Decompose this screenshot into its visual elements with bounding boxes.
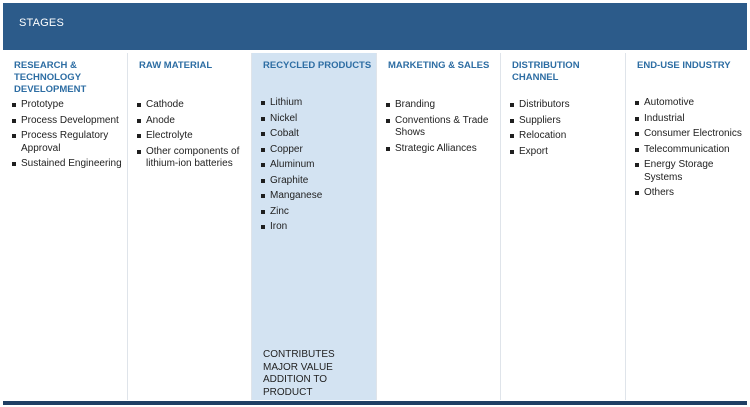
list-item: Strategic Alliances — [386, 143, 496, 156]
list-item: Electrolyte — [137, 130, 247, 143]
list-item: Process Regulatory Approval — [12, 130, 123, 155]
list-item: Consumer Electronics — [635, 128, 743, 141]
column-list — [510, 99, 621, 161]
column-list — [12, 99, 123, 174]
list-item: Branding — [386, 99, 496, 112]
list-item: Automotive — [635, 97, 743, 110]
stages-header — [3, 3, 747, 50]
list-item: Energy Storage Systems — [635, 159, 743, 184]
list-item: Graphite — [261, 175, 372, 188]
list-item: Iron — [261, 221, 372, 234]
column-title: MARKETING & SALES — [388, 60, 490, 71]
list-item: Sustained Engineering — [12, 158, 123, 171]
value-addition-note: CONTRIBUTES MAJOR VALUE ADDITION TO PRODUCT — [263, 349, 335, 398]
column-distribution-channel — [501, 53, 626, 400]
list-item: Copper — [261, 144, 372, 157]
stages-title: STAGES — [19, 17, 65, 29]
list-item: Lithium — [261, 97, 372, 110]
list-item: Others — [635, 187, 743, 200]
list-item: Telecommunication — [635, 144, 743, 157]
list-item: Relocation — [510, 130, 621, 143]
column-raw-material — [128, 53, 252, 400]
list-item: Suppliers — [510, 115, 621, 128]
column-list — [386, 99, 496, 158]
column-research-technology — [3, 53, 128, 400]
column-list — [261, 97, 372, 237]
column-list — [635, 97, 743, 203]
list-item: Manganese — [261, 190, 372, 203]
bottom-divider — [3, 401, 747, 405]
column-title: DISTRIBUTION CHANNEL — [512, 60, 580, 83]
list-item: Industrial — [635, 113, 743, 126]
list-item: Conventions & Trade Shows — [386, 115, 496, 140]
list-item: Other components of lithium-ion batteries — [137, 146, 247, 171]
list-item: Cobalt — [261, 128, 372, 141]
list-item: Cathode — [137, 99, 247, 112]
list-item: Aluminum — [261, 159, 372, 172]
list-item: Prototype — [12, 99, 123, 112]
value-chain-columns — [3, 53, 747, 400]
list-item: Distributors — [510, 99, 621, 112]
column-title: END-USE INDUSTRY — [637, 60, 731, 71]
column-list — [137, 99, 247, 174]
list-item: Export — [510, 146, 621, 159]
column-title: RAW MATERIAL — [139, 60, 213, 71]
list-item: Zinc — [261, 206, 372, 219]
column-marketing-sales — [377, 53, 501, 400]
list-item: Nickel — [261, 113, 372, 126]
column-title: RECYCLED PRODUCTS — [263, 60, 372, 71]
list-item: Process Development — [12, 115, 123, 128]
column-end-use-industry — [626, 53, 747, 400]
column-recycled-products — [252, 53, 377, 400]
list-item: Anode — [137, 115, 247, 128]
column-title: RESEARCH & TECHNOLOGY DEVELOPMENT — [14, 60, 87, 95]
